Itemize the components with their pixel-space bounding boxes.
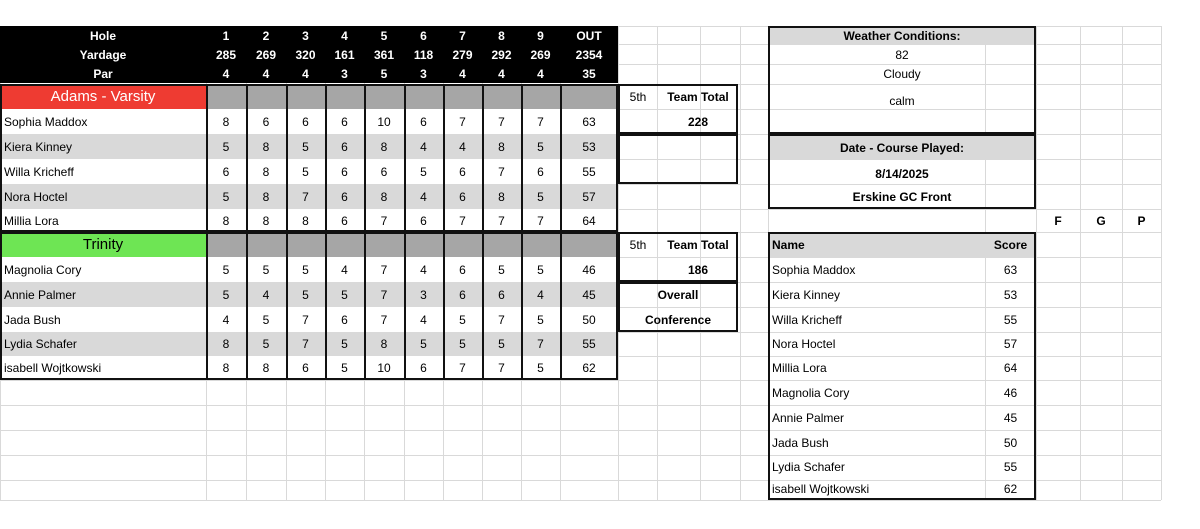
band-divider xyxy=(246,84,248,109)
band-divider xyxy=(560,232,562,257)
player-hole-score[interactable]: 5 xyxy=(482,257,521,282)
player-hole-score[interactable]: 7 xyxy=(482,109,521,134)
player-hole-score[interactable]: 5 xyxy=(206,282,246,307)
player-hole-score[interactable]: 6 xyxy=(286,356,325,380)
header-holes-1[interactable]: 1 xyxy=(222,28,230,43)
band-divider xyxy=(206,84,208,109)
player-name[interactable]: Annie Palmer xyxy=(0,282,206,307)
course-played[interactable]: Erskine GC Front xyxy=(852,190,952,204)
team-total-value[interactable]: 228 xyxy=(687,114,709,129)
player-hole-score[interactable]: 5 xyxy=(246,307,286,332)
overall-label[interactable]: Overall xyxy=(657,287,699,302)
column-divider xyxy=(364,257,366,380)
player-hole-score[interactable]: 7 xyxy=(286,184,325,209)
team-place[interactable]: 5th xyxy=(629,237,647,252)
summary-player-name[interactable]: Sophia Maddox xyxy=(772,262,856,277)
player-hole-score[interactable]: 7 xyxy=(482,307,521,332)
player-hole-score[interactable]: 4 xyxy=(404,184,443,209)
player-hole-score[interactable]: 6 xyxy=(364,159,404,184)
player-hole-score[interactable]: 5 xyxy=(404,332,443,356)
player-name[interactable]: Sophia Maddox xyxy=(0,109,206,134)
player-hole-score[interactable]: 5 xyxy=(325,332,364,356)
player-out-score[interactable]: 50 xyxy=(560,307,618,332)
column-divider xyxy=(482,257,484,380)
player-hole-score[interactable]: 8 xyxy=(482,134,521,159)
header-yardage-7[interactable]: 279 xyxy=(452,47,473,62)
player-out-score[interactable]: 63 xyxy=(560,109,618,134)
column-divider xyxy=(325,109,327,232)
player-hole-score[interactable]: 8 xyxy=(246,209,286,233)
team-total-label[interactable]: Team Total xyxy=(667,89,729,104)
band-divider xyxy=(286,84,288,109)
band-divider xyxy=(325,84,327,109)
player-hole-score[interactable]: 4 xyxy=(246,282,286,307)
player-name[interactable]: isabell Wojtkowski xyxy=(0,356,206,380)
player-hole-score[interactable]: 5 xyxy=(286,134,325,159)
header-holes-9[interactable]: 9 xyxy=(537,28,544,43)
player-out-score[interactable]: 46 xyxy=(560,257,618,282)
header-par-2[interactable]: 4 xyxy=(262,66,270,81)
column-divider xyxy=(482,109,484,232)
player-hole-score[interactable]: 6 xyxy=(325,159,364,184)
summary-score-header[interactable]: Score xyxy=(985,232,1036,257)
player-hole-score[interactable]: 6 xyxy=(206,159,246,184)
weather-title[interactable]: Weather Conditions: xyxy=(768,26,1036,45)
weather-sky[interactable]: Cloudy xyxy=(883,67,921,81)
band-divider xyxy=(560,84,562,109)
header-holes-8[interactable]: 8 xyxy=(498,28,505,43)
summary-player-score[interactable]: 62 xyxy=(1003,482,1018,496)
player-hole-score[interactable]: 6 xyxy=(325,184,364,209)
summary-player-name[interactable]: Magnolia Cory xyxy=(772,385,850,400)
summary-player-score[interactable]: 57 xyxy=(1003,337,1018,351)
header-holes-7[interactable]: 7 xyxy=(459,28,466,43)
player-hole-score[interactable]: 8 xyxy=(364,134,404,159)
team-band-2 xyxy=(206,232,618,257)
column-divider xyxy=(286,109,288,232)
player-hole-score[interactable]: 5 xyxy=(286,282,325,307)
player-hole-score[interactable]: 5 xyxy=(404,159,443,184)
column-divider xyxy=(521,109,523,232)
player-out-score[interactable]: 57 xyxy=(560,184,618,209)
player-hole-score[interactable]: 4 xyxy=(443,134,482,159)
column-divider xyxy=(560,257,562,380)
player-out-score[interactable]: 45 xyxy=(560,282,618,307)
header-yardage-6[interactable]: 118 xyxy=(413,47,434,62)
column-divider xyxy=(286,257,288,380)
player-hole-score[interactable]: 5 xyxy=(521,257,560,282)
player-hole-score[interactable]: 7 xyxy=(364,257,404,282)
player-out-score[interactable]: 62 xyxy=(560,356,618,380)
band-divider xyxy=(443,232,445,257)
player-hole-score[interactable]: 7 xyxy=(521,209,560,233)
band-divider xyxy=(364,232,366,257)
player-hole-score[interactable]: 6 xyxy=(404,109,443,134)
player-hole-score[interactable]: 6 xyxy=(246,109,286,134)
band-divider xyxy=(404,84,406,109)
player-hole-score[interactable]: 7 xyxy=(482,209,521,233)
weather-temp[interactable]: 82 xyxy=(895,47,909,62)
summary-player-name[interactable]: Lydia Schafer xyxy=(772,459,845,474)
header-holes-3[interactable]: 3 xyxy=(302,28,309,43)
player-hole-score[interactable]: 5 xyxy=(286,159,325,184)
header-yardage-2[interactable]: 269 xyxy=(255,47,277,62)
header-par-1[interactable]: 4 xyxy=(222,66,230,81)
column-divider xyxy=(404,257,406,380)
header-yardage-1[interactable]: 285 xyxy=(215,47,237,62)
summary-name-header[interactable]: Name xyxy=(768,232,985,257)
summary-player-name[interactable]: Annie Palmer xyxy=(772,410,845,425)
date-course-title[interactable]: Date - Course Played: xyxy=(768,136,1036,160)
player-hole-score[interactable]: 4 xyxy=(404,134,443,159)
player-hole-score[interactable]: 5 xyxy=(325,282,364,307)
header-par-8[interactable]: 4 xyxy=(498,66,505,81)
header-par-3[interactable]: 4 xyxy=(302,66,309,81)
fgp-F[interactable]: F xyxy=(1054,214,1062,228)
column-divider xyxy=(246,257,248,380)
player-hole-score[interactable]: 6 xyxy=(443,257,482,282)
summary-player-name[interactable]: Jada Bush xyxy=(772,435,829,450)
summary-player-name[interactable]: Kiera Kinney xyxy=(772,287,841,302)
conference-label[interactable]: Conference xyxy=(644,312,712,327)
player-out-score[interactable]: 55 xyxy=(560,332,618,356)
summary-player-name[interactable]: isabell Wojtkowski xyxy=(772,482,870,496)
player-name[interactable]: Jada Bush xyxy=(0,307,206,332)
band-divider xyxy=(364,84,366,109)
summary-player-score[interactable]: 64 xyxy=(1003,361,1018,375)
band-divider xyxy=(404,232,406,257)
player-hole-score[interactable]: 8 xyxy=(246,184,286,209)
player-hole-score[interactable]: 8 xyxy=(206,109,246,134)
header-yardage-3[interactable]: 320 xyxy=(295,47,316,62)
header-yardage-8[interactable]: 292 xyxy=(491,47,512,62)
band-divider xyxy=(521,232,523,257)
player-hole-score[interactable]: 10 xyxy=(364,109,404,134)
player-name[interactable]: Nora Hoctel xyxy=(0,184,206,209)
header-par-7[interactable]: 4 xyxy=(459,66,466,81)
player-hole-score[interactable]: 6 xyxy=(325,134,364,159)
summary-player-score[interactable]: 55 xyxy=(1003,459,1018,474)
team-total-label[interactable]: Team Total xyxy=(667,237,729,252)
player-hole-score[interactable]: 6 xyxy=(482,282,521,307)
player-hole-score[interactable]: 7 xyxy=(286,307,325,332)
band-divider xyxy=(482,84,484,109)
weather-wind[interactable]: calm xyxy=(889,93,915,108)
player-hole-score[interactable]: 6 xyxy=(443,159,482,184)
player-hole-score[interactable]: 6 xyxy=(521,159,560,184)
summary-player-score[interactable]: 46 xyxy=(1003,385,1018,400)
summary-player-score[interactable]: 50 xyxy=(1003,435,1018,450)
player-hole-score[interactable]: 6 xyxy=(443,282,482,307)
summary-player-score[interactable]: 55 xyxy=(1003,312,1018,327)
player-hole-score[interactable]: 5 xyxy=(206,184,246,209)
player-hole-score[interactable]: 8 xyxy=(482,184,521,209)
team-name-2[interactable]: Trinity xyxy=(0,232,206,257)
player-hole-score[interactable]: 5 xyxy=(521,184,560,209)
header-par-5[interactable]: 5 xyxy=(380,66,388,81)
column-divider xyxy=(206,109,208,232)
column-divider xyxy=(443,257,445,380)
player-hole-score[interactable]: 5 xyxy=(246,257,286,282)
band-divider xyxy=(521,84,523,109)
summary-player-score[interactable]: 63 xyxy=(1003,262,1018,277)
column-divider xyxy=(246,109,248,232)
player-hole-score[interactable]: 4 xyxy=(325,257,364,282)
player-hole-score[interactable]: 4 xyxy=(521,282,560,307)
fgp-P[interactable]: P xyxy=(1137,214,1146,228)
player-hole-score[interactable]: 7 xyxy=(364,209,404,233)
player-hole-score[interactable]: 6 xyxy=(325,307,364,332)
team-band-1 xyxy=(206,84,618,109)
player-hole-score[interactable]: 5 xyxy=(325,356,364,380)
player-hole-score[interactable]: 8 xyxy=(286,209,325,233)
player-hole-score[interactable]: 6 xyxy=(404,209,443,233)
player-hole-score[interactable]: 8 xyxy=(206,356,246,380)
player-hole-score[interactable]: 5 xyxy=(443,307,482,332)
player-name[interactable]: Lydia Schafer xyxy=(0,332,206,356)
column-divider xyxy=(325,257,327,380)
player-hole-score[interactable]: 7 xyxy=(286,332,325,356)
player-hole-score[interactable]: 8 xyxy=(206,332,246,356)
player-name[interactable]: Millia Lora xyxy=(0,209,206,233)
player-hole-score[interactable]: 8 xyxy=(364,184,404,209)
player-hole-score[interactable]: 5 xyxy=(521,356,560,380)
team-total-value[interactable]: 186 xyxy=(687,262,709,277)
column-divider xyxy=(521,257,523,380)
header-par-9[interactable]: 4 xyxy=(537,66,544,81)
header-holes-10[interactable]: OUT xyxy=(576,28,602,43)
player-hole-score[interactable]: 3 xyxy=(404,282,443,307)
player-hole-score[interactable]: 5 xyxy=(521,307,560,332)
fgp-G[interactable]: G xyxy=(1096,214,1106,228)
summary-player-name[interactable]: Nora Hoctel xyxy=(772,337,836,351)
player-hole-score[interactable]: 8 xyxy=(364,332,404,356)
player-hole-score[interactable]: 8 xyxy=(206,209,246,233)
header-yardage-10[interactable]: 2354 xyxy=(575,47,603,62)
header-yardage-5[interactable]: 361 xyxy=(373,47,395,62)
column-divider xyxy=(443,109,445,232)
band-divider xyxy=(443,84,445,109)
player-hole-score[interactable]: 6 xyxy=(443,184,482,209)
band-divider xyxy=(246,232,248,257)
player-hole-score[interactable]: 5 xyxy=(246,332,286,356)
header-holes-6[interactable]: 6 xyxy=(420,28,427,43)
player-hole-score[interactable]: 7 xyxy=(364,282,404,307)
summary-player-score[interactable]: 45 xyxy=(1003,410,1018,425)
column-divider xyxy=(206,257,208,380)
header-yardage-4[interactable]: 161 xyxy=(334,47,355,62)
header-hole-label[interactable]: Hole xyxy=(89,28,116,43)
band-divider xyxy=(286,232,288,257)
summary-player-name[interactable]: Willa Kricheff xyxy=(772,312,842,327)
header-holes-2[interactable]: 2 xyxy=(262,28,270,43)
player-out-score[interactable]: 55 xyxy=(560,159,618,184)
player-hole-score[interactable]: 5 xyxy=(206,257,246,282)
player-hole-score[interactable]: 5 xyxy=(521,134,560,159)
player-hole-score[interactable]: 7 xyxy=(521,109,560,134)
team-place[interactable]: 5th xyxy=(629,89,647,104)
player-hole-score[interactable]: 6 xyxy=(325,209,364,233)
band-divider xyxy=(325,232,327,257)
summary-player-score[interactable]: 53 xyxy=(1003,287,1018,302)
header-yardage-9[interactable]: 269 xyxy=(530,47,551,62)
player-hole-score[interactable]: 7 xyxy=(443,209,482,233)
player-hole-score[interactable]: 7 xyxy=(443,109,482,134)
player-hole-score[interactable]: 6 xyxy=(404,356,443,380)
player-out-score[interactable]: 64 xyxy=(560,209,618,233)
header-par-4[interactable]: 3 xyxy=(341,66,348,81)
player-hole-score[interactable]: 5 xyxy=(443,332,482,356)
summary-player-name[interactable]: Millia Lora xyxy=(772,361,827,375)
player-hole-score[interactable]: 6 xyxy=(325,109,364,134)
header-par-10[interactable]: 35 xyxy=(582,66,596,81)
header-holes-5[interactable]: 5 xyxy=(380,28,388,43)
column-divider xyxy=(404,109,406,232)
player-hole-score[interactable]: 7 xyxy=(443,356,482,380)
player-hole-score[interactable]: 7 xyxy=(521,332,560,356)
player-hole-score[interactable]: 8 xyxy=(246,159,286,184)
player-hole-score[interactable]: 8 xyxy=(246,134,286,159)
date-played[interactable]: 8/14/2025 xyxy=(875,167,929,181)
header-par-6[interactable]: 3 xyxy=(420,66,427,81)
column-divider xyxy=(560,109,562,232)
player-hole-score[interactable]: 10 xyxy=(364,356,404,380)
player-hole-score[interactable]: 8 xyxy=(246,356,286,380)
player-hole-score[interactable]: 7 xyxy=(482,159,521,184)
header-holes-4[interactable]: 4 xyxy=(341,28,348,43)
player-hole-score[interactable]: 5 xyxy=(482,332,521,356)
player-hole-score[interactable]: 5 xyxy=(286,257,325,282)
player-hole-score[interactable]: 5 xyxy=(206,134,246,159)
header-par-label[interactable]: Par xyxy=(93,66,113,81)
player-out-score[interactable]: 53 xyxy=(560,134,618,159)
header-yardage-label[interactable]: Yardage xyxy=(79,47,127,62)
player-hole-score[interactable]: 4 xyxy=(404,257,443,282)
player-name[interactable]: Willa Kricheff xyxy=(0,159,206,184)
player-hole-score[interactable]: 4 xyxy=(206,307,246,332)
player-name[interactable]: Magnolia Cory xyxy=(0,257,206,282)
band-divider xyxy=(482,232,484,257)
team-name-1[interactable]: Adams - Varsity xyxy=(0,84,206,109)
player-hole-score[interactable]: 7 xyxy=(364,307,404,332)
band-divider xyxy=(206,232,208,257)
column-divider xyxy=(364,109,366,232)
player-hole-score[interactable]: 7 xyxy=(482,356,521,380)
player-hole-score[interactable]: 4 xyxy=(404,307,443,332)
player-hole-score[interactable]: 6 xyxy=(286,109,325,134)
player-name[interactable]: Kiera Kinney xyxy=(0,134,206,159)
